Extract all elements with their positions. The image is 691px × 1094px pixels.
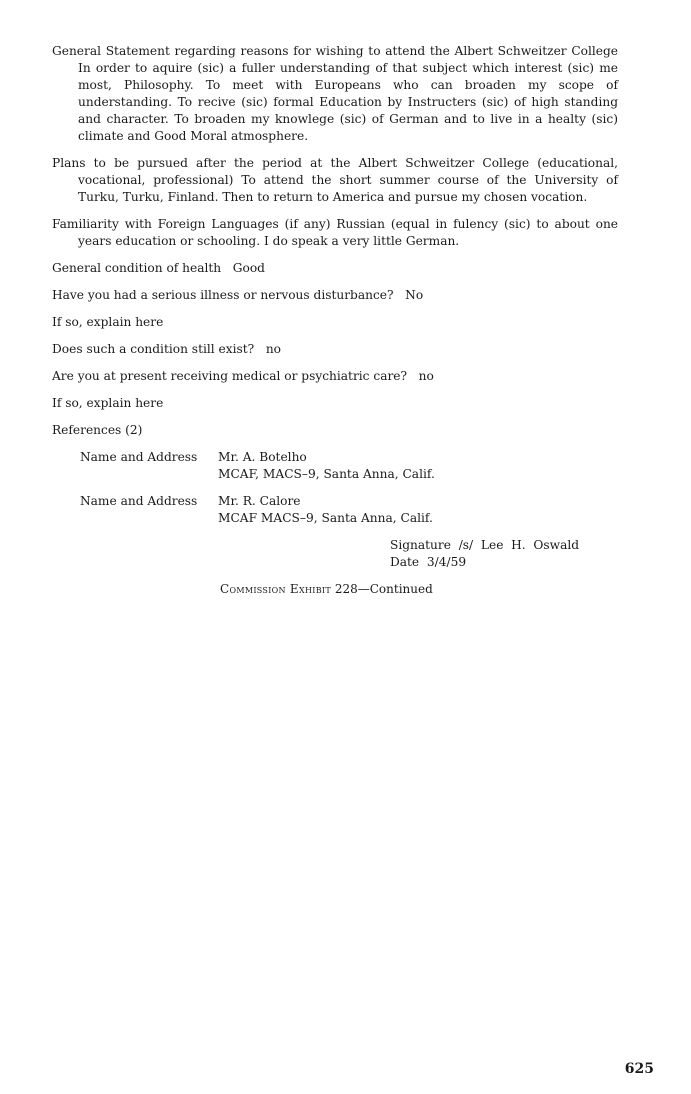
health-condition-line: General condition of health Good [52,261,265,275]
exhibit-caption-suffix: 228—Continued [331,582,433,596]
general-statement-paragraph: General Statement regarding reasons for wishing to attend the Albert Schweitzer College In order to aquire (sic) a fuller understanding of that subject which interest (sic) me most, Philosophy. To meet with Europeans who can broaden my scope of understanding. To recive (sic) formal Education by Instructers (sic) of high standing and character. To broaden my knowlege (sic) of German and to live in a healty (sic) climate and Good Moral atmosphere. [52,44,618,143]
reference-label: Name and Address [80,494,198,508]
date-line: Date 3/4/59 [390,555,467,569]
exhibit-caption-label: Commission Exhibit [220,582,332,596]
reference-entry [80,449,618,483]
psychiatric-care-line: Are you at present receiving medical or psychiatric care? no [52,369,434,383]
reference-name: Mr. R. Calore [218,494,301,508]
condition-exists-line: Does such a condition still exist? no [52,342,282,356]
reference-details [218,449,435,483]
signature-line: Signature /s/ Lee H. Oswald [390,538,580,552]
references-heading: References (2) [52,423,143,437]
reference-name: Mr. A. Botelho [218,450,307,464]
page-number: 625 [624,1061,654,1077]
languages-paragraph: Familiarity with Foreign Languages (if any) Russian (equal in fulency (sic) to about one years education or schooling. I do speak a very little German. [52,217,618,248]
document-body [52,43,618,598]
reference-address: MCAF, MACS–9, Santa Anna, Calif. [218,467,435,481]
serious-illness-line: Have you had a serious illness or nervous disturbance? No [52,288,424,302]
reference-label: Name and Address [80,450,198,464]
reference-details [218,493,433,527]
reference-address: MCAF MACS–9, Santa Anna, Calif. [218,511,433,525]
plans-paragraph: Plans to be pursued after the period at the Albert Schweitzer College (educational, vocational, professional) To attend the short summer course of the University of Turku, Turku, Finland. Then to return to America and pursue my chosen vocation. [52,156,618,204]
explain-line-1: If so, explain here [52,315,164,329]
signature-block [390,537,618,571]
reference-entry [80,493,618,527]
exhibit-caption [220,581,618,598]
explain-line-2: If so, explain here [52,396,164,410]
